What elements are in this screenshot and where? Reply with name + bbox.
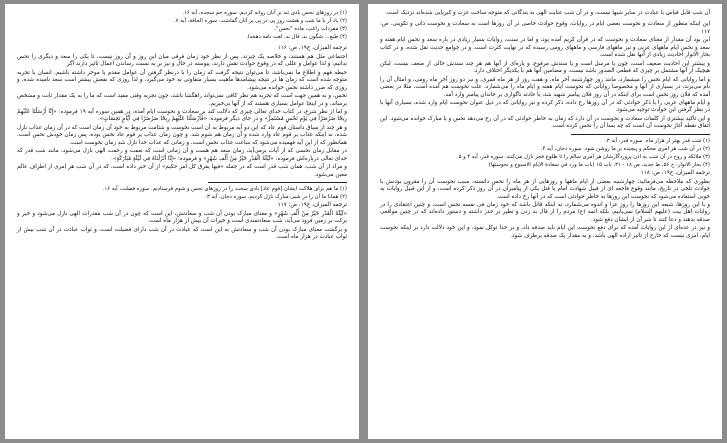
footnote: (۳) ملائکه و روح در آن شب به اذن پروردگارشان هر امری سالم را تا طلوع فجر نازل می‌کنند. سوره قدر، آیه ۴ و ۵. (456, 153, 710, 160)
paragraph: این اینکه منظور از سعادت و نحوست بعضی ایام در روایات، وقوع حوادث خاصی در آن روزها است نه سعادت و نحوست ذاتی و تکوینی. ص: ۱۱۷ (380, 21, 710, 35)
paragraph: و بیشتر این احادیث ضعیف است، چون یا مرسل است و یا سندش مرفوع، و پاره‌ای از آنها هم هر چند سندش خالی از ضعف نیست، لیکن هیچیک از آنها مشتمل بر چیزی که قطعی الصدور باشد نیست، و مضامین آنها هم با یکدیگر اختلاف دارد. (380, 60, 710, 75)
left-body-text (17, 54, 347, 179)
footnote: (۲) یاد آر با ما شب و هشت روز پی در پی بر آنان گماشت. سوره الحاقة، آیه ۷. (173, 18, 347, 25)
source-reference: ترجمه المیزان، ج۱۹، ص: ۱۱۶ (277, 45, 347, 52)
right-footnotes (380, 138, 710, 169)
right-body-text (380, 21, 710, 130)
right-page (368, 4, 722, 439)
paragraph: و برگشت معنای مبارک بودن آن شب و سعادتش به این است که عبادت در آن شب دارای فضیلت است، و ثواب عبادت در آن شب بیش از ثواب عبادت در هزار ماه است. (17, 226, 347, 241)
left-bottom-footnotes (17, 186, 347, 201)
footnote: (۱) ما هم برای هلاکت ایشان [قوم عاد] بادی سخت را در روزهای نحس و شوم فرستادیم. سوره فصلت، آیه ۱۶. (102, 186, 347, 193)
footnote: (۳) مفردات راغب، ماده "نحس". (274, 26, 347, 33)
paragraph: و مراد از آن شب، همان شب قدر است که در جمله «فيها يفرق كل امر حكيم» از آن خبر داده است، که در آن شب هر امری از اطراف عالم معین می‌شود. (17, 164, 347, 178)
footnote: (۱) شب قدر بهتر از هزار ماه. سوره قدر، آیه ۳. (605, 137, 710, 144)
footnote: (۲) همانا ما آن را در شبی مبارک نازل کردیم. سوره دخان، آیه ۳. (205, 194, 347, 201)
source-reference: ترجمه المیزان، ج۱۹، ص: ۱۱۸ (640, 170, 710, 177)
footnote: (۴) بحار الانوار، ج ۵۶، ط جدید، ص ۱۸ - ۳۱، باب ۱۵ (باب ما ورد في سعادة الايام الاسبوع و نحوستها) (488, 162, 710, 169)
paragraph: و با این روزها، شیعه این روزها را روز عزا و اندوه می‌شمارد، نه اینکه قائل باشد که خود زمان فی نفسه نحس است، و چنین اعتقادی را در روایات اهل بیت (علیهم السلام) نمی‌یابیم، بلکه ائمه (ع) مردم را از فال بد زدن و تطیر بر حذر داشته و دستور داده‌اند که در چنین مواقعی صدقه بدهند و دعا کنند تا شر آن از ایشان دفع شود. (380, 201, 710, 223)
paragraph: و این تاکید بیشتری از کلمات سعادت و نحوست در آن دارد که زمان به خاطر حوادثی که در آن رخ می‌دهد نحس و یا مبارک خوانده می‌شود. این اتفاق نقطه آغاز نحوست آن است که چه بسا آن را نحس کرده است. (380, 115, 710, 130)
footnote: (۴) طبع... شگون بد، فال بد. لغت نامه دهخدا. (246, 34, 347, 41)
paragraph: و اما از نظر شرع، در کتاب خدای تعالی چیزی که دلالت کند بر سعادت و نحوست ایام آمده، در همین سوره آیه ۱۹ فرموده: «إِنَّا أَرْسَلْنَا عَلَيْهِمْ رِيحًا صَرْصَرًا فِي يَوْمِ نَحْسٍ مُسْتَمِرٍّ» و در جای دیگر فرموده: «فَأَرْسَلْنَا عَلَيْهِمْ رِيحًا صَرْصَرًا فِي أَيَّامٍ نَحِسَاتٍ». (17, 109, 347, 123)
paragraph: در مقابل زمان نحسی که از آیات برمی‌آید، زمان سعد هم هست و آن زمانی است که نعمت و رحمت الهی نازل می‌شود، مانند شب قدر که خدای تعالی درباره‌اش فرموده: «لَيْلَةُ الْقَدْرِ خَيْرٌ مِنْ أَلْفِ شَهْرٍ» و فرموده: «إِنَّا أَنْزَلْنَاهُ فِي لَيْلَةٍ مُبَارَكَةٍ». (17, 148, 347, 162)
paragraph: بطوری که ملاحظه می‌فرمائید، چهارشنبه بعضی از ایام ماهها و روزهایی از هر ماه را نحس دانسته، سبب نحوست آن را مقرون بودنش با حوادث تلخی در تاریخ، مانند وقوع فاجعه ای از قبیل شهادت امام یا قتل یکی از پیامبران در آن روز ذکر کرده است، و از این قبیل روایات به خوبی استفاده می‌شود که نحوست این روزها به خاطر حوادثی است که در آنها رخ داده است. (380, 178, 710, 200)
footnote: (۱) در روزهای نحس بادی تند بر آنان روانه کردیم. سوره حم سجده، آیه ۱۶. (182, 10, 347, 16)
paragraph: و نیز در عده‌ای از این روایات آمده که برای دفع نحوست این ایام باید صدقه داد، و بر خدا توکل نمود، و این خود دلالت دارد بر اینکه نحوست ایام، امری نیست که خارج از تاثیر اراده الهی باشد، و به مقدار یک صدقه برطرف شود. (380, 225, 710, 239)
footnote-divider (571, 134, 710, 135)
paragraph: اجتماعی مثل هم هستند، و خلاصه یک چیزند، پس از نظر خود زمان فرقی میان این روز و آن روز نیست، تا یکی را سعد و دیگری را نحس بدانیم، و لذا عوامل و عللی که در وقوع حوادث نقش دارند، پیوسته در حال و نیز بر به نسبت رساندن اعمال تاثیر دارند اگر (17, 53, 347, 68)
paragraph: حیطه فهم و اطلاع ما نمی‌باشد، تا می‌توان نتیجه گرفت که زمان را با درنظر گرفتن آن عوامل مقدم یا موخر داشته باشیم. انسان با تجربه متوجه شده است که زمان ها در نتیجه پیشامدها ماهیت بسیار متفاوتی به خود می‌گیرد، و لذا روزی که نفعش بیشتر است سعد نامیده شده، و روزی که ضرر داشته نحس خوانده می‌شود. (17, 69, 347, 91)
left-tail-text (17, 211, 347, 242)
paragraph: نحس، و به همین جهت است که تجربه هم نظر کافی نمی‌تواند راهگشا باشد، چون تجربه وقتی مفید است که ما را به یک مقدار ثابت و مشخص برساند، و در اینجا عوامل بسیاری هستند که از آنها بی‌خبریم. (17, 93, 347, 107)
left-page (5, 4, 359, 439)
right-intro-text (380, 10, 710, 17)
paragraph: و هر چند از سیاق داستان قوم عاد که این دو آیه مربوط به آن است نحوست و شئامت مربوط به خود آن زمان است که در آن زمان عذاب نازل شده، نه اینکه عذاب بر قوم عاد وارد شده و آن زمان هم شوم شد. و چون زمان عذاب بر قوم عاد نحس بوده، پس زمان خودش نحس است، همانطور که از این آیه فهمیده می‌شود که ساعت عذاب نحس است، و زمانی که عذاب خدا نازل شد زمان نحوست است. (17, 124, 347, 146)
paragraph: «لَيْلَةُ الْقَدْرِ خَيْرٌ مِنْ أَلْفِ شَهْرٍ» و معنای مبارک بودن آن شب و سعادتش، این است که چون در آن شب مقدرات الهی نازل می‌شود و خیر و برکت بر زمین فرود می‌آید، شب سعادتمندی است و خیرات آن بیش از هزار ماه است. (17, 210, 347, 225)
paragraph: آن شب قابل قیاس با عبادت در سایر شبها نیست، و در آن شب عنایت الهی به بندگانی که متوجه ساحت عزت و کبریایی شده‌اند نزدیک است. (385, 10, 710, 16)
left-top-footnotes (17, 10, 347, 41)
footnote-divider (208, 182, 347, 183)
paragraph: این بود آن مقدار از معنای سعادت و نحوست که در قرآن کریم آمده بود، و اما در سنت، روایات بسیار زیادی در باره سعد و نحس ایام هفته و سعد و نحس ایام ماههای عربی و نیز ماههای فارسی و ماههای رومی رسیده که در نهایت کثرت است، و در جوامع حدیث نقل شده، و در کتاب بحار الانوار احادیث زیادی از آنها نقل شده است. (380, 37, 710, 59)
right-tail-text (380, 179, 710, 241)
paragraph: و اما روایاتی که ایام نحس را میشمارد، مانند روز چهارشنبه آخر ماه، و هفت روز از هر ماه قمری، و نیز دو روز آخر ماه رومی، و امثال آن را نام می‌برند، در بسیاری از آنها و مخصوصا روایاتی که نحوست ایام هفته و ایام ماه را می‌شمارد، علت نحوست هم آمده است، مثلا در بعضی آمده که فلان روز نحس است برای اینکه در آن روز فلان پیامبر شهید شد، یا حادثه ناگواری بر خاندان پیامبر وارد آمد. (380, 76, 710, 98)
source-reference: ترجمه المیزان، ج۱۹، ص: ۱۱۷ (277, 202, 347, 209)
paragraph: و ایام ماههای عربی را با ذکر حوادثی که در آن روزها رخ داده، ذکر کرده و نیز روایاتی که در ذیل عنوان نحوست ایام وارد شده، بسیاری آنها با در نظر گرفتن این حوادث توجیه می‌شود. (380, 99, 710, 114)
footnote: (۲) در آن شب هر امری محکم و پیچیده بر ما روشن شود. سوره دخان، آیه ۴. (540, 145, 710, 152)
